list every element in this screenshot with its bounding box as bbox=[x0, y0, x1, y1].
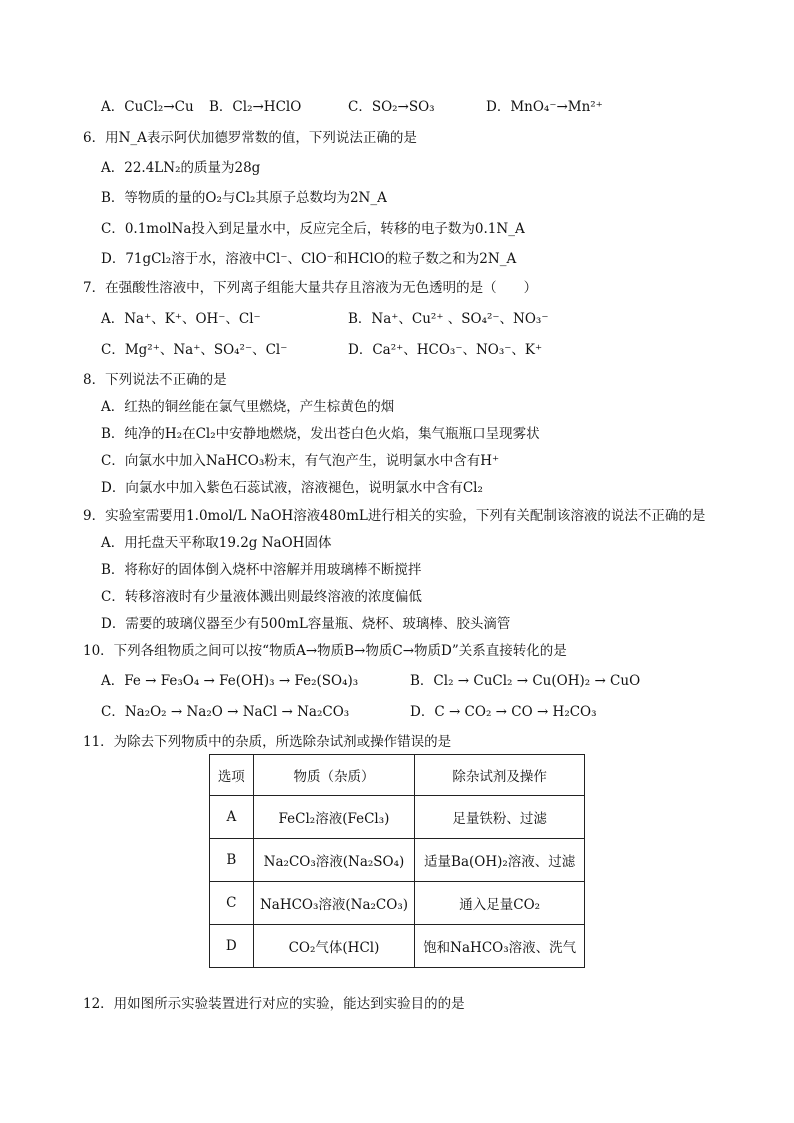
q8-option-d: D．向氯水中加入紫色石蕊试液，溶液褪色，说明氯水中含有Cl₂ bbox=[101, 480, 483, 496]
q5-option-c: C．SO₂→SO₃ bbox=[348, 99, 435, 115]
q6-option-b: B．等物质的量的O₂与Cl₂其原子总数均为2N_A bbox=[101, 190, 387, 206]
q9-option-c: C．转移溶液时有少量液体溅出则最终溶液的浓度偏低 bbox=[101, 589, 422, 605]
q10-option-d: D．C → CO₂ → CO → H₂CO₃ bbox=[410, 704, 597, 720]
q9-option-b: B．将称好的固体倒入烧杯中溶解并用玻璃棒不断搅拌 bbox=[101, 562, 422, 578]
q6-option-a: A．22.4LN₂的质量为28g bbox=[101, 160, 261, 176]
q7-stem: 7．在强酸性溶液中，下列离子组能大量共存且溶液为无色透明的是（ ） bbox=[83, 280, 538, 296]
q8-option-b: B．纯净的H₂在Cl₂中安静地燃烧，发出苍白色火焰，集气瓶瓶口呈现雾状 bbox=[101, 426, 540, 442]
table-cell: NaHCO₃溶液(Na₂CO₃) bbox=[253, 882, 415, 925]
q10-stem: 10．下列各组物质之间可以按“物质A→物质B→物质C→物质D”关系直接转化的是 bbox=[83, 643, 567, 659]
q7-option-b: B．Na⁺、Cu²⁺ 、SO₄²⁻、NO₃⁻ bbox=[348, 311, 549, 327]
table-cell: 饱和NaHCO₃溶液、洗气 bbox=[415, 925, 585, 968]
q8-option-a: A．红热的铜丝能在氯气里燃烧，产生棕黄色的烟 bbox=[101, 399, 395, 415]
table-cell: B bbox=[210, 839, 254, 882]
q7-option-a: A．Na⁺、K⁺、OH⁻、Cl⁻ bbox=[101, 311, 261, 327]
q5-option-b: B．Cl₂→HClO bbox=[209, 99, 302, 115]
q5-option-d: D．MnO₄⁻→Mn²⁺ bbox=[486, 99, 603, 115]
table-header-cell: 除杂试剂及操作 bbox=[415, 755, 585, 796]
q12-stem: 12．用如图所示实验装置进行对应的实验，能达到实验目的的是 bbox=[83, 996, 465, 1012]
q6-option-c: C．0.1molNa投入到足量水中，反应完全后，转移的电子数为0.1N_A bbox=[101, 221, 525, 237]
table-cell: 适量Ba(OH)₂溶液、过滤 bbox=[415, 839, 585, 882]
q11-stem: 11．为除去下列物质中的杂质，所选除杂试剂或操作错误的是 bbox=[83, 734, 452, 750]
q6-option-d: D．71gCl₂溶于水，溶液中Cl⁻、ClO⁻和HClO的粒子数之和为2N_A bbox=[101, 251, 517, 267]
q9-stem: 9．实验室需要用1.0mol/L NaOH溶液480mL进行相关的实验，下列有关配制该溶液的说法不正确的是 bbox=[83, 508, 706, 524]
q10-option-a: A．Fe → Fe₃O₄ → Fe(OH)₃ → Fe₂(SO₄)₃ bbox=[101, 673, 359, 689]
q8-stem: 8．下列说法不正确的是 bbox=[83, 372, 227, 388]
table-header-cell: 选项 bbox=[210, 755, 254, 796]
table-row bbox=[210, 925, 585, 968]
q8-option-c: C．向氯水中加入NaHCO₃粉末，有气泡产生，说明氯水中含有H⁺ bbox=[101, 453, 500, 469]
q5-option-a: A．CuCl₂→Cu bbox=[101, 99, 194, 115]
table-cell: FeCl₂溶液(FeCl₃) bbox=[253, 796, 415, 839]
q9-option-a: A．用托盘天平称取19.2g NaOH固体 bbox=[101, 535, 332, 551]
table-cell: Na₂CO₃溶液(Na₂SO₄) bbox=[253, 839, 415, 882]
table-cell: C bbox=[210, 882, 254, 925]
q6-stem: 6．用N_A表示阿伏加德罗常数的值，下列说法正确的是 bbox=[83, 130, 417, 146]
table-row bbox=[210, 839, 585, 882]
table-cell: 通入足量CO₂ bbox=[415, 882, 585, 925]
table-header-cell: 物质（杂质） bbox=[253, 755, 415, 796]
table-row bbox=[210, 882, 585, 925]
table-cell: A bbox=[210, 796, 254, 839]
table-cell: CO₂气体(HCl) bbox=[253, 925, 415, 968]
q9-option-d: D．需要的玻璃仪器至少有500mL容量瓶、烧杯、玻璃棒、胶头滴管 bbox=[101, 616, 511, 632]
q7-option-c: C．Mg²⁺、Na⁺、SO₄²⁻、Cl⁻ bbox=[101, 342, 288, 358]
q7-option-d: D．Ca²⁺、HCO₃⁻、NO₃⁻、K⁺ bbox=[348, 342, 543, 358]
q10-option-b: B．Cl₂ → CuCl₂ → Cu(OH)₂ → CuO bbox=[410, 673, 641, 689]
impurity-table bbox=[209, 754, 585, 968]
q10-option-c: C．Na₂O₂ → Na₂O → NaCl → Na₂CO₃ bbox=[101, 704, 350, 720]
table-row bbox=[210, 796, 585, 839]
table-cell: D bbox=[210, 925, 254, 968]
table-cell: 足量铁粉、过滤 bbox=[415, 796, 585, 839]
table-header-row bbox=[210, 755, 585, 796]
